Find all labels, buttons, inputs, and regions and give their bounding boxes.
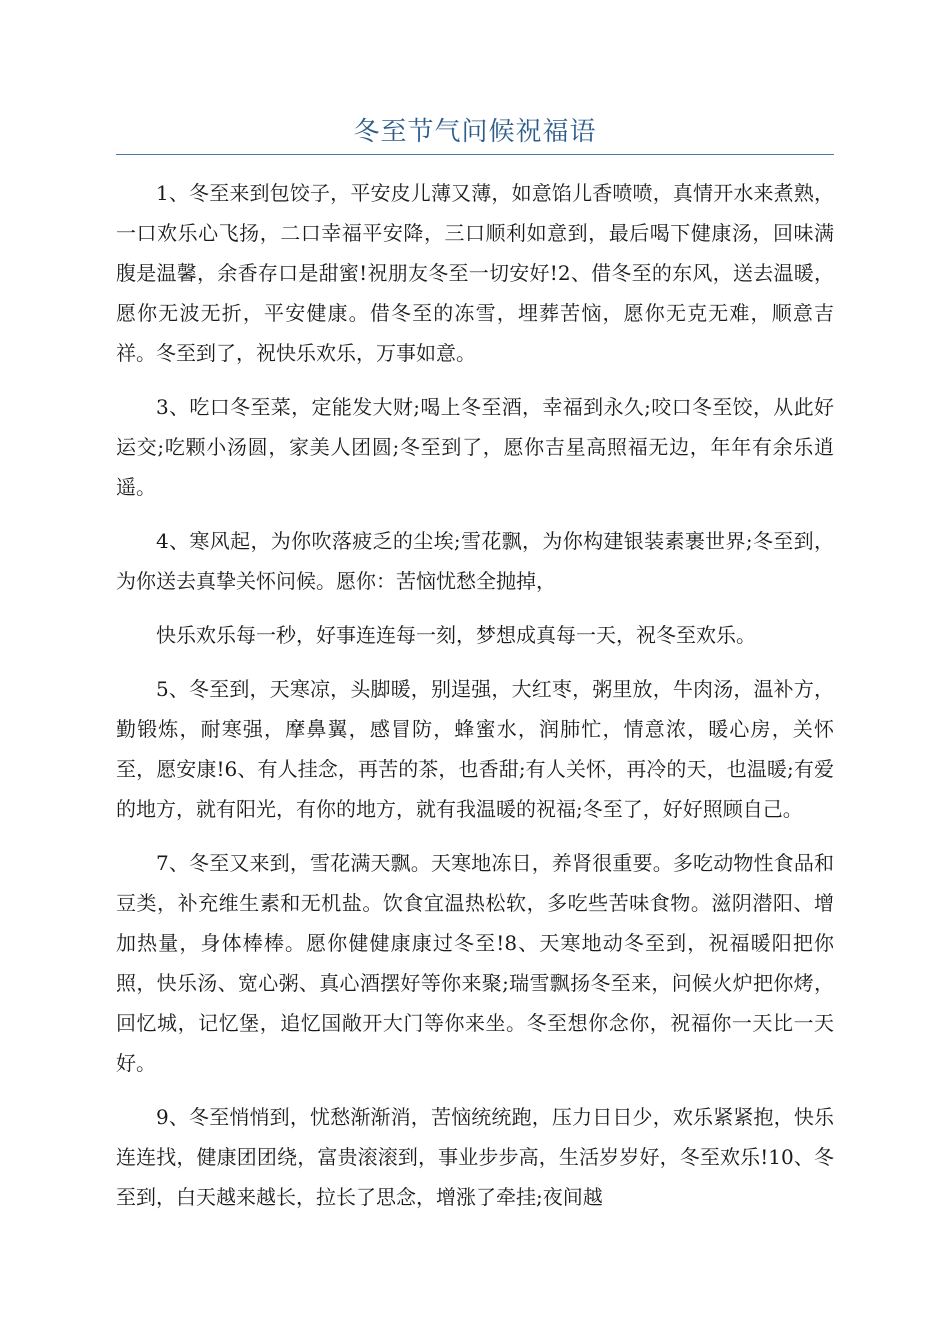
document-title: 冬至节气问候祝福语 xyxy=(353,117,597,147)
paragraph-7: 9、冬至悄悄到，忧愁渐渐消，苦恼统统跑，压力日日少，欢乐紧紧抱，快乐连连找，健康团团绕，富贵滚滚到，事业步步高，生活岁岁好，冬至欢乐!10、冬至到，白天越来越长，拉长了思念，增涨了牵挂;夜间越 xyxy=(116,1105,834,1209)
paragraph-2: 3、吃口冬至菜，定能发大财;喝上冬至酒，幸福到永久;咬口冬至饺，从此好运交;吃颗小汤圆，家美人团圆;冬至到了，愿你吉星高照福无边，年年有余乐逍遥。 xyxy=(116,395,834,499)
paragraph-6: 7、冬至又来到，雪花满天飘。天寒地冻日，养肾很重要。多吃动物性食品和豆类，补充维生素和无机盐。饮食宜温热松软，多吃些苦味食物。滋阴潜阳、增加热量，身体棒棒。愿你健健康康过冬至!8、天寒地动冬至到，祝福暖阳把你照，快乐汤、宽心粥、真心酒摆好等你来聚;瑞雪飘扬冬至来，问候火炉把你烤，回忆城，记忆堡，追忆国敞开大门等你来坐。冬至想你念你，祝福你一天比一天好。 xyxy=(116,851,834,1075)
paragraph-4: 快乐欢乐每一秒，好事连连每一刻，梦想成真每一天，祝冬至欢乐。 xyxy=(156,623,756,647)
paragraph-3: 4、寒风起，为你吹落疲乏的尘埃;雪花飘，为你构建银装素裹世界;冬至到，为你送去真挚关怀问候。愿你：苦恼忧愁全抛掉， xyxy=(116,529,834,593)
document-body xyxy=(116,173,834,1231)
paragraph-1: 1、冬至来到包饺子，平安皮儿薄又薄，如意馅儿香喷喷，真情开水来煮熟，一口欢乐心飞扬，二口幸福平安降，三口顺利如意到，最后喝下健康汤，回味满腹是温馨，余香存口是甜蜜!祝朋友冬至一切安好!2、借冬至的东风，送去温暖，愿你无波无折，平安健康。借冬至的冻雪，埋葬苦恼，愿你无克无难，顺意吉祥。冬至到了，祝快乐欢乐，万事如意。 xyxy=(116,181,834,365)
title-underline xyxy=(116,154,834,155)
paragraph-5: 5、冬至到，天寒凉，头脚暖，别逞强，大红枣，粥里放，牛肉汤，温补方，勤锻炼，耐寒强，摩鼻翼，感冒防，蜂蜜水，润肺忙，情意浓，暖心房，关怀至，愿安康!6、有人挂念，再苦的茶，也香甜;有人关怀，再冷的天，也温暖;有爱的地方，就有阳光，有你的地方，就有我温暖的祝福;冬至了，好好照顾自己。 xyxy=(116,677,834,821)
